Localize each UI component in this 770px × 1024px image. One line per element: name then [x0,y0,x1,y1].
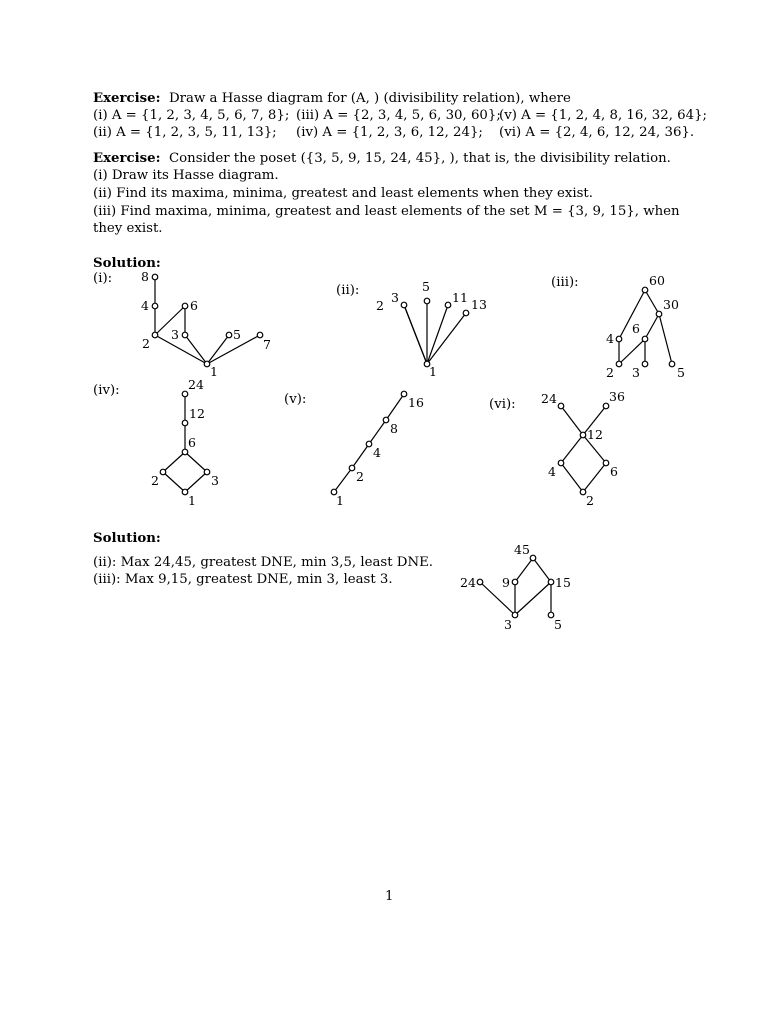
hasse-node [603,460,609,466]
hasse-edge [645,314,659,339]
hasse-node [182,332,188,338]
hasse-node-label: 30 [663,297,679,312]
hasse-node [152,274,158,280]
hasse-diagram-solution-2 [460,542,571,632]
hasse-node [548,579,554,585]
diagram-label-iii: (iii): [551,275,579,290]
hasse-node [383,417,389,423]
hasse-node-label: 2 [142,336,150,351]
hasse-node [182,391,188,397]
hasse-node-label: 3 [391,290,399,305]
hasse-edge [404,305,427,364]
hasse-diagram-2 [376,279,487,379]
hasse-diagram-5 [331,391,424,508]
hasse-node-label: 45 [514,542,530,557]
hasse-edge [155,335,207,364]
hasse-edge [561,435,583,463]
hasse-node-label: 6 [190,298,198,313]
hasse-diagram-6 [541,389,625,508]
hasse-edge [515,558,533,582]
hasse-node [669,361,675,367]
hasse-node-label: 3 [504,617,512,632]
hasse-node [445,302,451,308]
hasse-node-label: 24 [188,377,204,392]
hasse-node-label: 11 [452,290,468,305]
exercise-2-item: (ii) Find its maxima, minima, greatest and least elements when they exist. [93,186,593,201]
exercise-2-item: they exist. [93,221,163,236]
hasse-edge [185,472,207,492]
hasse-node [642,287,648,293]
page-number: 1 [385,889,394,904]
hasse-node [558,403,564,409]
exercise-2-text: Consider the poset ({3, 5, 9, 15, 24, 45}, ), that is, the divisibility relation. [169,151,671,166]
hasse-node [642,361,648,367]
hasse-node-label: 3 [632,365,640,380]
hasse-edge [427,313,466,364]
hasse-node-label: 6 [188,435,196,450]
exercise-1-item: (ii) A = {1, 2, 3, 5, 11, 13}; [93,125,277,140]
hasse-node [512,612,518,618]
solution-2-label: Solution: [93,531,161,546]
hasse-node-label: 12 [587,427,603,442]
hasse-node [182,449,188,455]
diagram-label-ii: (ii): [336,283,360,298]
hasse-node-label: 3 [211,473,219,488]
hasse-node [204,469,210,475]
hasse-edge [386,394,404,420]
hasse-node [182,303,188,309]
hasse-edge [515,582,551,615]
solution-1-label: Solution: [93,256,161,271]
diagram-label-vi: (vi): [489,397,516,412]
hasse-diagram-4 [151,377,219,508]
hasse-node-label: 1 [210,364,218,379]
hasse-node-label: 8 [141,269,149,284]
hasse-edge [352,444,369,468]
hasse-node-label: 2 [606,365,614,380]
hasse-node [349,465,355,471]
hasse-node [257,332,263,338]
exercise-1-item: (i) A = {1, 2, 3, 4, 5, 6, 7, 8}; [93,108,290,123]
hasse-node-label: 24 [460,575,476,590]
hasse-node [182,489,188,495]
hasse-node-label: 5 [554,617,562,632]
hasse-node-label: 5 [233,327,241,342]
hasse-node [603,403,609,409]
hasse-node [548,612,554,618]
hasse-node [160,469,166,475]
hasse-node [558,460,564,466]
hasse-node-label: 60 [649,273,665,288]
hasse-node [512,579,518,585]
hasse-node [616,361,622,367]
hasse-node [656,311,662,317]
hasse-edge [583,463,606,492]
exercise-1-item: (vi) A = {2, 4, 6, 12, 24, 36}. [499,125,695,140]
hasse-edge [561,406,583,435]
hasse-node-label: 2 [586,493,594,508]
hasse-node-label: 9 [502,575,510,590]
hasse-edge [427,305,448,364]
hasse-edge [619,339,645,364]
hasse-node [642,336,648,342]
hasse-diagram-3 [606,273,685,380]
hasse-node [530,555,536,561]
exercise-1-item: (iii) A = {2, 3, 4, 5, 6, 30, 60}; [296,108,501,123]
diagram-label-iv: (iv): [93,383,120,398]
hasse-node-label: 1 [188,493,196,508]
hasse-node [366,441,372,447]
hasse-node-label: 4 [548,464,556,479]
hasse-node-label: 2 [376,298,384,313]
hasse-node-label: 5 [677,365,685,380]
exercise-1-item: (v) A = {1, 2, 4, 8, 16, 32, 64}; [499,108,708,123]
hasse-node [152,332,158,338]
exercise-2-item: (i) Draw its Hasse diagram. [93,168,279,183]
diagram-label-i: (i): [93,271,113,286]
hasse-node [401,302,407,308]
hasse-edge [561,463,583,492]
hasse-node-label: 2 [356,469,364,484]
hasse-node-label: 4 [373,445,381,460]
hasse-node-label: 12 [189,406,205,421]
hasse-node-label: 7 [263,337,271,352]
hasse-node [616,336,622,342]
exercise-1-label: Exercise: [93,91,161,106]
hasse-edge [163,452,185,472]
hasse-node-label: 5 [422,279,430,294]
diagram-label-v: (v): [284,392,307,407]
hasse-edge [163,472,185,492]
hasse-node-label: 15 [555,575,571,590]
hasse-edge [185,335,207,364]
hasse-node-label: 8 [390,421,398,436]
hasse-node-label: 4 [141,298,149,313]
solution-2-line: (iii): Max 9,15, greatest DNE, min 3, least 3. [93,572,393,587]
hasse-node-label: 36 [609,389,625,404]
hasse-node [152,303,158,309]
hasse-edge [155,306,185,335]
hasse-node-label: 24 [541,391,557,406]
hasse-node-label: 6 [632,321,640,336]
hasse-node [401,391,407,397]
exercise-2-item: (iii) Find maxima, minima, greatest and least elements of the set M = {3, 9, 15}, when [93,204,680,219]
hasse-node-label: 1 [429,364,437,379]
hasse-node-label: 6 [610,464,618,479]
hasse-edge [659,314,672,364]
hasse-node [580,432,586,438]
hasse-node-label: 4 [606,331,614,346]
hasse-edge [369,420,386,444]
hasse-node-label: 16 [408,395,424,410]
hasse-node-label: 2 [151,473,159,488]
solution-2-line: (ii): Max 24,45, greatest DNE, min 3,5, least DNE. [93,555,434,570]
hasse-node [182,420,188,426]
hasse-node [204,361,210,367]
hasse-edge [533,558,551,582]
exercise-2-label: Exercise: [93,151,161,166]
exercise-1-text: Draw a Hasse diagram for (A, ) (divisibility relation), where [169,91,571,106]
hasse-node [226,332,232,338]
hasse-node-label: 13 [471,297,487,312]
hasse-node [580,489,586,495]
hasse-edge [207,335,229,364]
hasse-node-label: 1 [336,493,344,508]
exercise-1-item: (iv) A = {1, 2, 3, 6, 12, 24}; [296,125,483,140]
hasse-node [477,579,483,585]
hasse-node [463,310,469,316]
hasse-edge [645,290,659,314]
hasse-node [424,298,430,304]
hasse-edge [334,468,352,492]
hasse-edge [185,452,207,472]
hasse-node-label: 3 [171,327,179,342]
hasse-diagram-1 [141,269,271,379]
